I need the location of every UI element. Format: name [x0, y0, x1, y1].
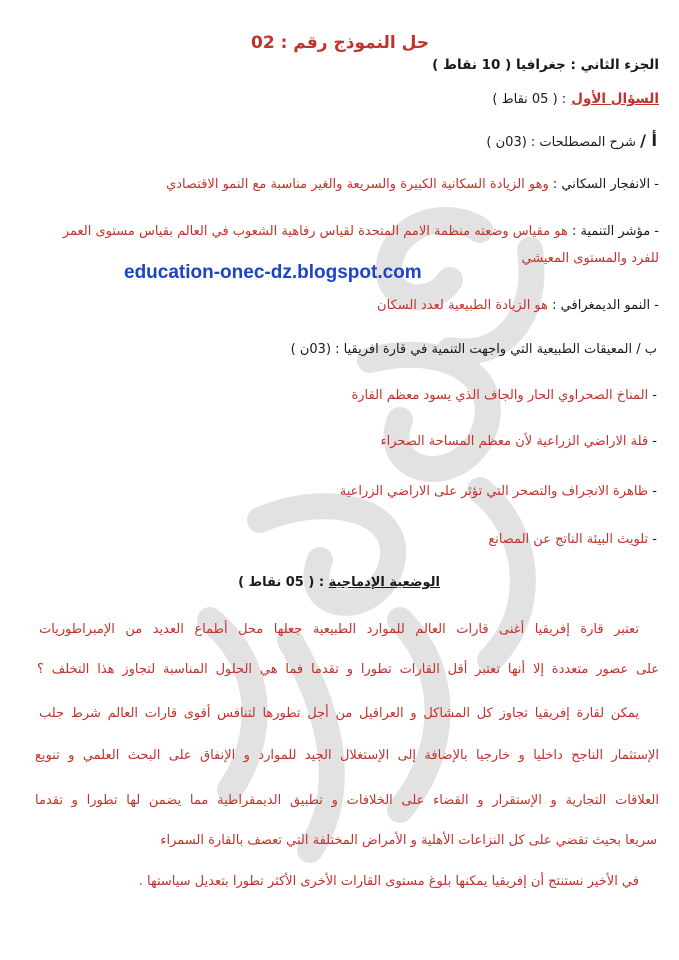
list-bullet: - — [652, 388, 657, 403]
part-label: الجزء الثاني : جغرافيا ( 10 نقاط ) — [432, 57, 659, 73]
section-a-heading — [486, 131, 657, 150]
paragraph-line: على عصور متعددة إلا أنها تعتبر أقل القارات تطورا و تقدما فما هي الحلول المناسبة لتجاوز هذا التخلف ؟ — [37, 662, 659, 677]
paragraph-line: العلاقات التجارية و الإستقرار و القضاء على الخلافات و تطبيق الديمقراطية مما يضمن لها تطورا و تقدما — [35, 793, 659, 808]
term-row — [166, 177, 659, 192]
paragraph-line: يمكن لقارة إفريقيا تجاوز كل المشاكل و العراقيل من أجل تطورها لتنافس أقوى قارات العالم شرط جلب — [39, 706, 639, 721]
term-definition: هو الزيادة الطبيعية لعدد السكان — [377, 298, 549, 313]
list-item-text: تلويث البيئة الناتج عن المصانع — [488, 532, 649, 547]
list-item-text: ظاهرة الانجراف والتصحر التي تؤثر على الاراضي الزراعية — [339, 484, 649, 499]
paragraph-line: الإستثمار الناجح داخليا و خارجيا بالإضافة إلى الإستغلال الجيد للموارد و الإنفاق على البحث العلمي و تنويع — [35, 748, 659, 763]
term-row — [377, 298, 659, 313]
website-link[interactable]: education-onec-dz.blogspot.com — [124, 262, 422, 283]
list-item — [488, 532, 657, 547]
section-a-title: شرح المصطلحات : (03ن ) — [486, 135, 636, 150]
page-title: حل النموذج رقم : 02 — [251, 33, 429, 53]
question1-heading — [492, 88, 659, 107]
paragraph-line: في الأخير نستنتج أن إفريقيا يمكنها بلوغ مستوى القارات الأخرى الأكثر تطورا بتعديل سياستها . — [138, 874, 639, 889]
term-label: - الانفجار السكاني : — [552, 177, 659, 192]
term-definition: وهو الزيادة السكانية الكبيرة والسريعة والغير مناسبة مع النمو الاقتصادي — [166, 177, 549, 192]
term-label: - النمو الديمغرافي : — [552, 298, 659, 313]
paragraph-line: تعتبر قارة إفريقيا أغنى قارات العالم للموارد الطبيعية جعلها محل أطماع العديد من الإمبراطوريات — [39, 622, 639, 637]
integration-points: : ( 05 نقاط ) — [238, 575, 325, 590]
integration-heading — [240, 575, 440, 590]
term-row — [63, 224, 659, 239]
term-definition-continuation: للفرد والمستوى المعيشي — [521, 251, 659, 266]
list-item-text: المناخ الصحراوي الحار والجاف الذي يسود معظم القارة — [351, 388, 649, 403]
question1-points: : ( 05 نقاط ) — [492, 92, 567, 107]
term-definition: هو مقياس وضعته منظمة الامم المتحدة لقياس رفاهية الشعوب في العالم بقياس مستوى العمر — [62, 224, 568, 239]
list-bullet: - — [652, 532, 657, 547]
list-bullet: - — [652, 434, 657, 449]
list-bullet: - — [652, 484, 657, 499]
integration-label: الوضعية الإدماجية — [328, 575, 440, 590]
section-a-letter: أ / — [640, 131, 657, 150]
question1-label: السؤال الأول — [571, 91, 659, 107]
list-item-text: قلة الاراضي الزراعية لأن معظم المساحة الصحراء — [380, 434, 649, 449]
section-b-heading: ب / المعيقات الطبيعية التي واجهت التنمية في قارة افريقيا : (03ن ) — [290, 342, 657, 357]
list-item — [381, 434, 658, 449]
list-item — [351, 388, 657, 403]
term-label: - مؤشر التنمية : — [571, 224, 659, 239]
paragraph-line: سريعا بحيث تقضي على كل النزاعات الأهلية و الأمراض المختلفة التي تعصف بالقارة السمراء — [160, 833, 657, 848]
list-item — [340, 484, 657, 499]
